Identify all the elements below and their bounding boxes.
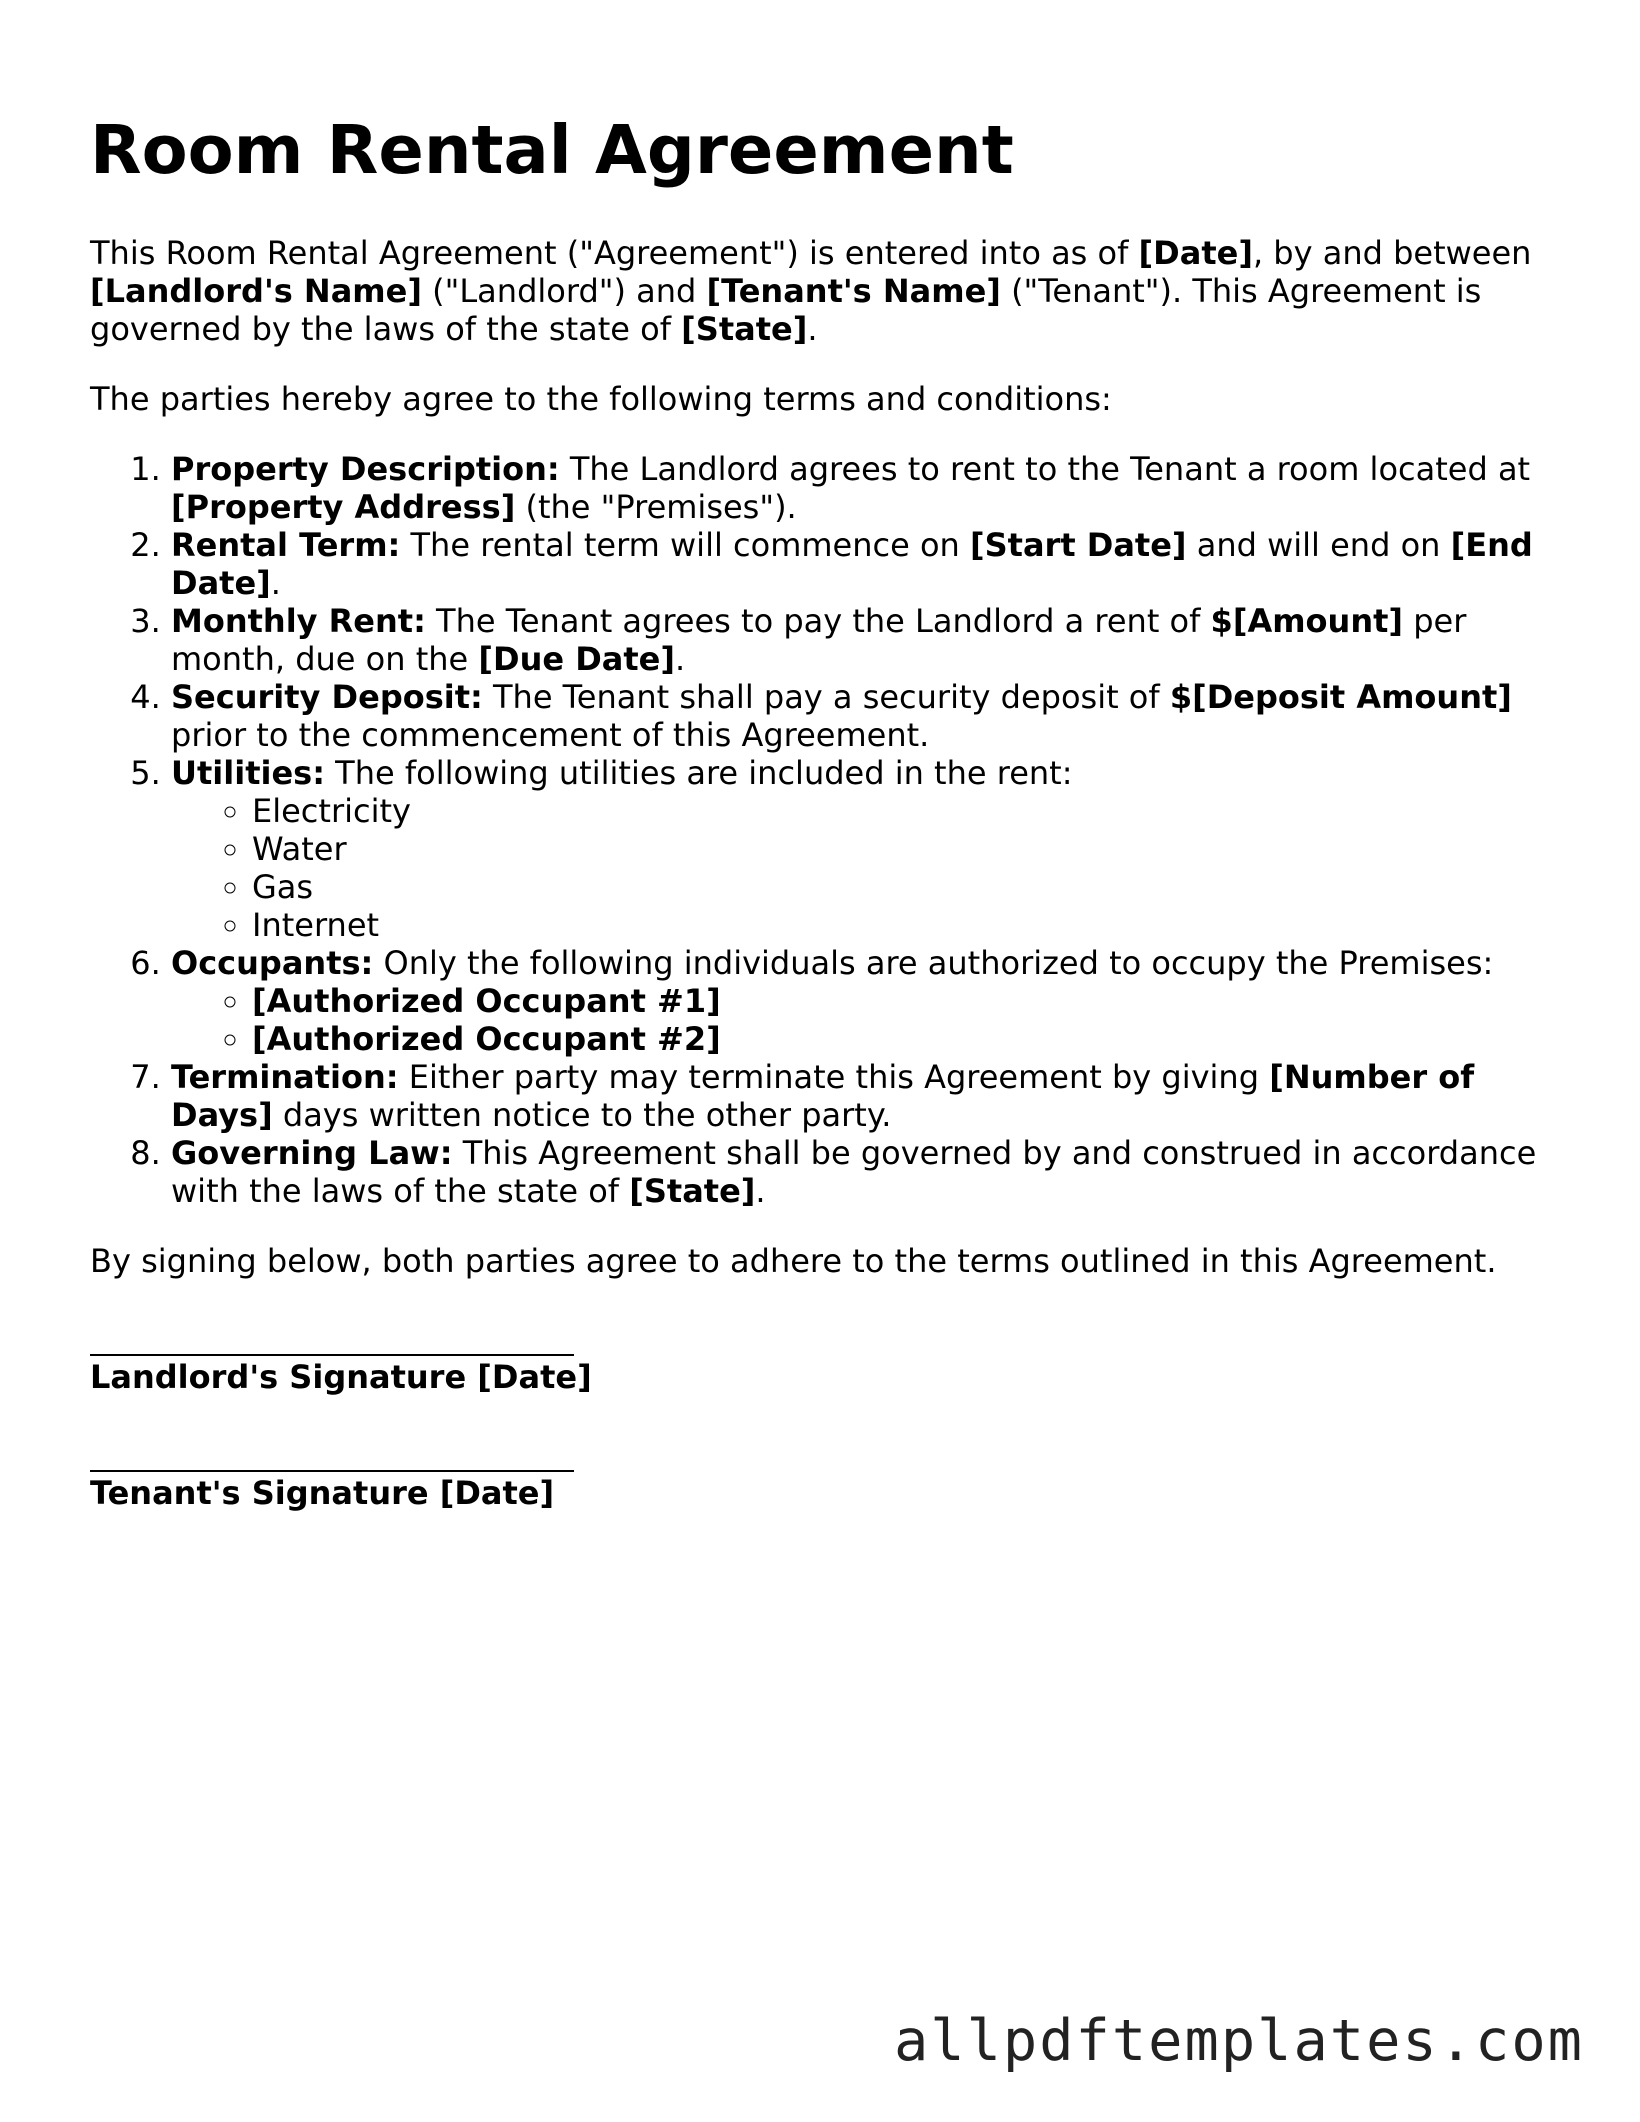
term-security-deposit [171,678,1550,754]
end-date-placeholder: [End Date] [171,526,1533,602]
intro-text-2: , by and between [1252,234,1532,272]
term-text: Either party may terminate this Agreement by giving [398,1058,1270,1096]
intro-text-3: ("Landlord") and [421,272,707,310]
term-utilities [171,754,1550,944]
terms-list [90,450,1550,1210]
landlord-signature-line[interactable] [90,1320,574,1356]
intro-text-5: . [807,310,818,348]
term-text: . [755,1172,766,1210]
term-text: prior to the commencement of this Agreement. [171,716,930,754]
term-text: days written notice to the other party. [272,1096,892,1134]
term-text: . [674,640,686,678]
term-label: Monthly Rent: [171,602,426,640]
intro-state-placeholder: [State] [681,310,808,348]
term-property-description [171,450,1550,526]
term-label: Rental Term: [171,526,401,564]
landlord-signature-label: Landlord's Signature [Date] [90,1358,592,1396]
list-item [252,982,1550,1020]
intro-landlord-placeholder: [Landlord's Name] [90,272,422,310]
term-label: Governing Law: [171,1134,453,1172]
term-text: per month, due on the [171,602,1467,678]
intro-text-4: ("Tenant"). This Agreement is governed by the laws of the state of [90,272,1482,348]
document-page [90,110,1550,1512]
term-text: Only the following individuals are authorized to occupy the Premises: [373,944,1494,982]
term-text: and will end on [1186,526,1451,564]
term-label: Property Description: [171,450,560,488]
list-item [252,1020,1550,1058]
term-occupants [171,944,1550,1058]
term-text: The Tenant shall pay a security deposit of [482,678,1170,716]
term-monthly-rent [171,602,1550,678]
utilities-list [171,792,1550,944]
occupant-placeholder: [Authorized Occupant #2] [252,1020,721,1058]
term-text: The following utilities are included in the rent: [325,754,1073,792]
term-termination [171,1058,1550,1134]
list-item: ◦ Water [252,830,1550,868]
term-label: Termination: [171,1058,399,1096]
lead-in-paragraph: The parties hereby agree to the following terms and conditions: [90,380,1112,418]
term-text: (the "Premises"). [515,488,797,526]
deposit-amount-placeholder: $[Deposit Amount] [1169,678,1512,716]
term-text: The Tenant agrees to pay the Landlord a rent of [425,602,1211,640]
term-text: . [270,564,281,602]
list-item: ◦ Gas [252,868,1550,906]
term-label: Utilities: [171,754,325,792]
term-governing-law [171,1134,1550,1210]
occupant-placeholder: [Authorized Occupant #1] [252,982,721,1020]
occupants-list [171,982,1550,1058]
intro-text-1: This Room Rental Agreement ("Agreement") is entered into as of [90,234,1139,272]
due-date-placeholder: [Due Date] [478,640,675,678]
list-item: ◦ Electricity [252,792,1550,830]
term-label: Occupants: [171,944,374,982]
property-address-placeholder: [Property Address] [171,488,516,526]
notice-days-placeholder: [Number of Days] [171,1058,1475,1134]
term-text: The rental term will commence on [400,526,970,564]
closing-paragraph: By signing below, both parties agree to adhere to the terms outlined in this Agreement. [90,1242,1497,1280]
intro-tenant-placeholder: [Tenant's Name] [706,272,1001,310]
start-date-placeholder: [Start Date] [969,526,1187,564]
rent-amount-placeholder: $[Amount] [1210,602,1404,640]
tenant-signature-line[interactable] [90,1436,574,1472]
tenant-signature-label: Tenant's Signature [Date] [90,1474,555,1512]
term-text: This Agreement shall be governed by and construed in accordance with the laws of the state of [171,1134,1537,1210]
list-item: ◦ Internet [252,906,1550,944]
intro-paragraph [90,234,1550,348]
signature-block [90,1320,1550,1512]
intro-date-placeholder: [Date] [1138,234,1253,272]
term-text: The Landlord agrees to rent to the Tenant a room located at [559,450,1531,488]
watermark: allpdftemplates.com [893,2008,1584,2074]
term-rental-term [171,526,1550,602]
page-title: Room Rental Agreement [90,111,1014,189]
law-state-placeholder: [State] [629,1172,756,1210]
term-label: Security Deposit: [171,678,483,716]
